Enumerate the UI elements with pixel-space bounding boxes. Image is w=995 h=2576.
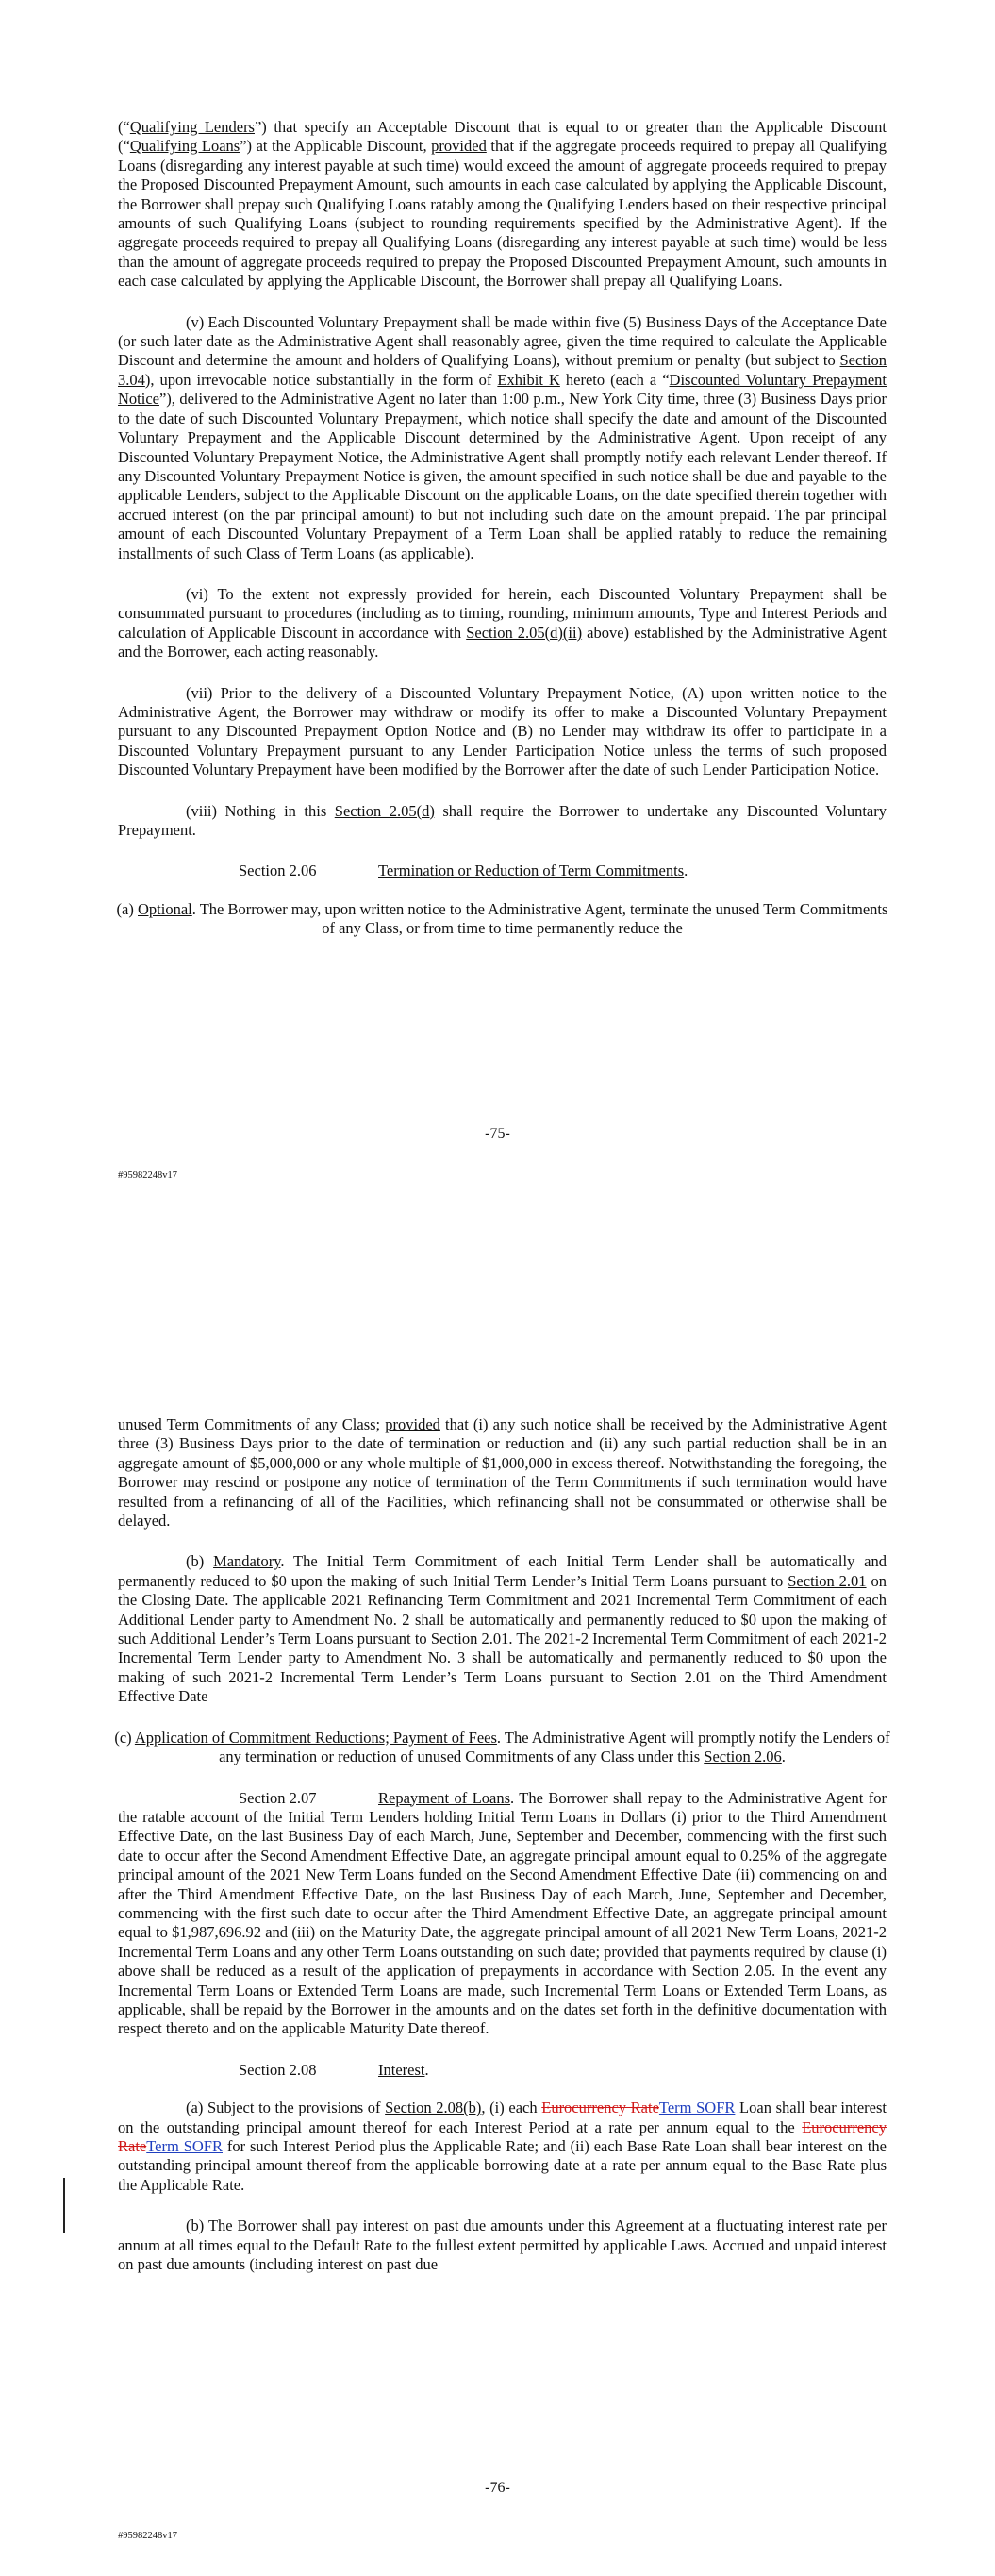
section-2-07-title: Repayment of Loans — [378, 1788, 511, 1807]
paragraph-2-08-a: (a) Subject to the provisions of Section 2.08(b), (i) each Eurocurrency RateTerm SOFR Loan shall bear interest on the outstanding principal amount thereof for each Interest Period at a rate per annum equal to the Eurocurrency RateTerm SOFR for such Interest Period plus the Applicable Rate; and (ii) each Base Rate Loan shall bear interest on the outstanding principal amount thereof from the applicable borrowing date at a rate per annum equal to the Base Rate plus the Applicable Rate. — [118, 2099, 887, 2194]
section-2-07-paragraph: Section 2.07 Repayment of Loans. The Borrower shall repay to the Administrative Agent for the ratable account of the Initial Term Lenders holding Initial Term Loans in Dollars (i) prior to the Third Amendment Effective Date, on the last Business Day of each March, June, September and December, commencing with the first such date to occur after the Second Amendment Effective Date, an aggregate principal amount equal to 0.25% of the aggregate principal amount of the 2021 New Term Loans funded on the Second Amendment Effective Date (ii) commencing on and after the Third Amendment Effective Date, on the last Business Day of each March, June, September and December, commencing with the first such date to occur after the Third Amendment Effective Date, an aggregate principal amount equal to $1,987,696.92 and (iii) on the Maturity Date, the aggregate principal amount of all 2021 New Term Loans, 2021-2 Incremental Term Loans and any other Term Loans outstanding on such date; provided that payments required by clause (i) above shall be reduced as a result of the application of prepayments in accordance with Section 2.05. In the event any Incremental Term Loans or Extended Term Loans are made, such Incremental Term Loans or Extended Term Loans, as applicable, shall be repaid by the Borrower in the amounts and on the dates set forth in the definitive documentation with respect thereto and on the applicable Maturity Date thereof. — [118, 1788, 887, 2038]
document-id: #95982248v17 — [118, 2531, 177, 2541]
paragraph-2-06-b: (b) Mandatory. The Initial Term Commitment of each Initial Term Lender shall be automatically and permanently reduced to $0 upon the making of such Initial Term Lender’s Initial Term Loans pursuant to Section 2.01 on the Closing Date. The applicable 2021 Refinancing Term Commitment and 2021 Incremental Term Commitment of each Additional Lender party to Amendment No. 2 shall be automatically and permanently reduced to $0 upon the making of such Additional Lender’s Term Loans pursuant to Section 2.01. The 2021-2 Incremental Term Commitment of each 2021-2 Incremental Term Lender party to Amendment No. 3 shall be automatically and permanently reduced to $0 upon the making of such 2021-2 Incremental Term Lender’s Term Loans pursuant to Section 2.01 on the Third Amendment Effective Date — [118, 1552, 887, 1706]
section-2-06-title: Termination or Reduction of Term Commitments — [378, 861, 685, 880]
term-provided: provided — [385, 1415, 440, 1433]
section-2-08-title: Interest — [378, 2060, 425, 2079]
deleted-text-eurocurrency-rate: Eurocurrency Rate — [541, 2099, 659, 2117]
page-76-body — [114, 1415, 890, 2296]
page-number: -75- — [485, 1126, 510, 1142]
ref-section-2-05-d: Section 2.05(d) — [334, 801, 435, 820]
page-number: -76- — [485, 2480, 510, 2496]
paragraph-qualifying-lenders: (“Qualifying Lenders”) that specify an Acceptable Discount that is equal to or greater than the Applicable Discount (“Qualifying Loans”) at the Applicable Discount, provided that if the aggregate proceeds required to prepay all Qualifying Loans (disregarding any interest payable at such time) would exceed the amount of aggregate proceeds required to prepay the Proposed Discounted Prepayment Amount, such amounts in each case calculated by applying the Applicable Discount, the Borrower shall prepay such Qualifying Loans ratably among the Qualifying Lenders based on their respective principal amounts of such Qualifying Loans (subject to rounding requirements specified by the Administrative Agent). If the aggregate proceeds required to prepay all Qualifying Loans (disregarding any interest payable at such time) would be less than the amount of aggregate proceeds required to prepay the Proposed Discounted Prepayment Amount, such amounts in each case calculated by applying the Applicable Discount, the Borrower shall prepay all Qualifying Loans. — [118, 118, 887, 291]
paragraph-2-06-a-continued: unused Term Commitments of any Class; provided that (i) any such notice shall be received by the Administrative Agent three (3) Business Days prior to the date of termination or reduction and (ii) any such partial reduction shall be in an aggregate amount of $5,000,000 or any whole multiple of $1,000,000 in excess thereof. Notwithstanding the foregoing, the Borrower may rescind or postpone any notice of termination of the Term Commitments if such termination would have resulted from a refinancing of all of the Facilities, which refinancing shall not be consummated or otherwise shall be delayed. — [118, 1415, 887, 1531]
ref-section-2-05-d-ii: Section 2.05(d)(ii) — [466, 623, 583, 642]
deleted-text-eurocurrency-rate: Eurocurrency Rate — [118, 2117, 887, 2155]
ref-section-3-04: Section 3.04 — [118, 351, 887, 389]
document-id: #95982248v17 — [118, 1170, 177, 1180]
term-qualifying-loans: Qualifying Loans — [129, 137, 240, 156]
section-2-06-heading: Section 2.06 Termination or Reduction of Term Commitments. — [239, 861, 688, 880]
term-dvp-notice: Discounted Voluntary Prepayment Notice — [118, 370, 887, 409]
page-76 — [0, 1288, 995, 2576]
paragraph-2-08-b: (b) The Borrower shall pay interest on past due amounts under this Agreement at a fluctuating interest rate per annum at all times equal to the Default Rate to the fullest extent permitted by applicable Laws. Accrued and unpaid interest on past due amounts (including interest on past due — [118, 2216, 887, 2274]
paragraph-vi: (vi) To the extent not expressly provided for herein, each Discounted Voluntary Prepayment shall be consummated pursuant to procedures (including as to timing, rounding, minimum amounts, Type and Interest Periods and calculation of Applicable Discount in accordance with Section 2.05(d)(ii) above) established by the Administrative Agent and the Borrower, each acting reasonably. — [118, 584, 887, 661]
paragraph-2-06-a: (a) Optional. The Borrower may, upon written notice to the Administrative Agent, terminate the unused Term Commitments of any Class, or from time to time permanently reduce the — [116, 899, 888, 938]
section-2-08-heading: Section 2.08 Interest. — [239, 2060, 429, 2079]
revision-change-bar — [63, 2178, 65, 2233]
term-mandatory: Mandatory — [213, 1552, 281, 1571]
paragraph-viii: (viii) Nothing in this Section 2.05(d) shall require the Borrower to undertake any Discounted Voluntary Prepayment. — [118, 801, 887, 839]
term-provided: provided — [431, 137, 487, 156]
term-optional: Optional — [138, 899, 192, 918]
ref-section-2-08-b: Section 2.08(b) — [385, 2099, 482, 2117]
term-application-of-commitment-reductions: Application of Commitment Reductions; Payment of Fees — [134, 1728, 497, 1747]
ref-section-2-01: Section 2.01 — [788, 1571, 867, 1590]
section-2-07-number: Section 2.07 — [239, 1788, 317, 1807]
ref-exhibit-k: Exhibit K — [497, 370, 560, 389]
section-2-06-number: Section 2.06 — [239, 861, 317, 880]
page-75-body — [118, 118, 887, 961]
inserted-text-term-sofr: Term SOFR — [658, 2099, 736, 2117]
paragraph-vii: (vii) Prior to the delivery of a Discounted Voluntary Prepayment Notice, (A) upon written notice to the Administrative Agent, the Borrower may withdraw or modify its offer to make a Discounted Voluntary Prepayment pursuant to any Discounted Prepayment Option Notice and (B) no Lender may withdraw its offer to participate in a Discounted Voluntary Prepayment pursuant to any Lender Participation Notice unless the terms of such proposed Discounted Voluntary Prepayment have been modified by the Borrower after the date of such Lender Participation Notice. — [118, 683, 887, 779]
term-qualifying-lenders: Qualifying Lenders — [129, 118, 255, 136]
paragraph-v: (v) Each Discounted Voluntary Prepayment shall be made within five (5) Business Days of the Acceptance Date (or such later date as the Administrative Agent shall reasonably agree, given the time required to calculate the Applicable Discount and determine the amount and holders of Qualifying Loans), without premium or penalty (but subject to Section 3.04), upon irrevocable notice substantially in the form of Exhibit K hereto (each a “Discounted Voluntary Prepayment Notice”), delivered to the Administrative Agent no later than 1:00 p.m., New York City time, three (3) Business Days prior to the date of such Discounted Voluntary Prepayment, which notice shall specify the date and amount of the Discounted Voluntary Prepayment and the Applicable Discount determined by the Administrative Agent. Upon receipt of any Discounted Voluntary Prepayment Notice, the Administrative Agent shall promptly notify each relevant Lender thereof. If any Discounted Voluntary Prepayment Notice is given, the amount specified in such notice shall be due and payable to the applicable Lenders, subject to the Applicable Discount on the applicable Loans, on the date specified therein together with accrued interest (on the par principal amount) to but not including such date on the amount prepaid. The par principal amount of each Discounted Voluntary Prepayment of a Term Loan shall be applied ratably to reduce the remaining installments of such Class of Term Loans (as applicable). — [118, 312, 887, 562]
inserted-text-term-sofr: Term SOFR — [146, 2137, 223, 2155]
paragraph-2-06-c: (c) Application of Commitment Reductions; Payment of Fees. The Administrative Agent will promptly notify the Lenders of any termination or reduction of unused Commitments of any Class under this Section 2.06. — [114, 1728, 890, 1766]
section-2-08-number: Section 2.08 — [239, 2060, 317, 2079]
ref-section-2-06: Section 2.06 — [704, 1748, 782, 1766]
